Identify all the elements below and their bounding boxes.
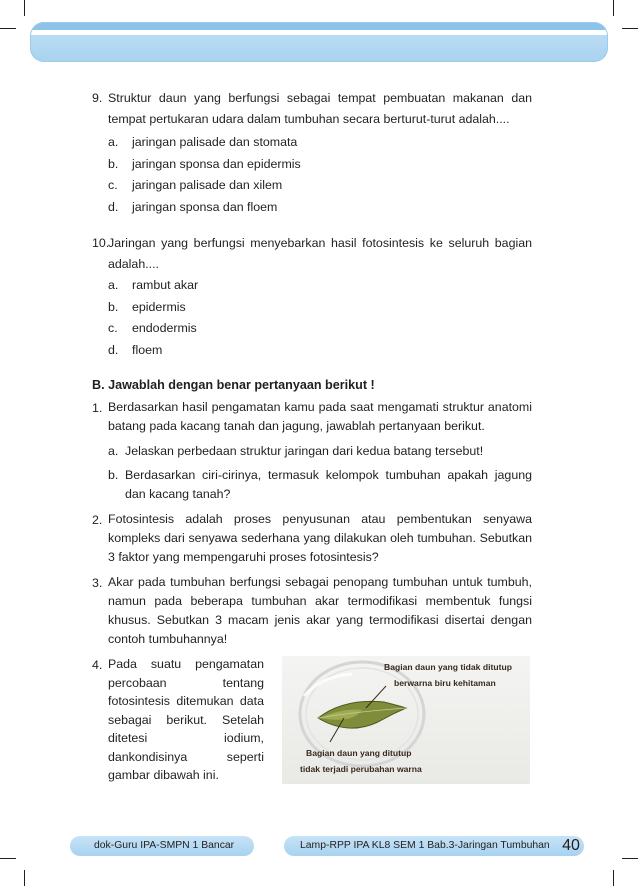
crop-mark (0, 28, 16, 29)
crop-mark (24, 870, 25, 886)
option-letter: d. (108, 199, 119, 214)
question-number: 2. (92, 513, 103, 527)
option-a (108, 132, 532, 154)
question-text: Pada suatu pengamatan percobaan tentang fotosintesis ditemukan data sebagai berikut. Setelah ditetesi iodium, dankondisinya seperti gambar dibawah ini. (108, 657, 264, 782)
crop-mark (24, 0, 25, 16)
question-text: Fotosintesis adalah proses penyusunan atau pembentukan senyawa kompleks dari senyawa sederhana yang dilakukan oleh tumbuhan. Sebutkan 3 faktor yang mempengaruhi proses fotosintesis? (108, 512, 532, 564)
leaf-experiment-image (282, 656, 530, 784)
sub-question-a (108, 442, 532, 461)
option-text: jaringan palisade dan xilem (132, 178, 283, 193)
question-text: Berdasarkan hasil pengamatan kamu pada saat mengamati struktur anatomi batang pada kacang tanah dan jagung, jawablah pertanyaan berikut. (108, 400, 532, 433)
essay-question-4 (92, 655, 264, 785)
figure-label-bottom-1: Bagian daun yang ditutup (306, 748, 412, 758)
figure-label-bottom-2: tidak terjadi perubahan warna (300, 764, 422, 774)
sub-question-letter: b. (108, 468, 119, 482)
crop-mark (0, 858, 16, 859)
question-10-options (108, 275, 532, 361)
page-number: 40 (562, 837, 580, 854)
figure-label-top-1: Bagian daun yang tidak ditutup (384, 662, 512, 672)
option-text: epidermis (132, 299, 186, 314)
option-letter: a. (108, 135, 119, 150)
option-text: rambut akar (132, 278, 199, 293)
header-band (30, 22, 608, 62)
question-text: Struktur daun yang berfungsi sebagai tempat pembuatan makanan dan tempat pertukaran udara dalam tumbuhan secara berturut-turut adalah.... (108, 91, 532, 126)
footer-right: Lamp-RPP IPA KL8 SEM 1 Bab.3-Jaringan Tumbuhan (284, 836, 584, 856)
crop-mark (622, 858, 638, 859)
question-number: 1. (92, 401, 103, 415)
option-b (108, 297, 532, 319)
question-number: 4. (92, 658, 103, 672)
question-9 (92, 88, 532, 130)
crop-mark (613, 0, 614, 16)
footer-left: dok-Guru IPA-SMPN 1 Bancar (70, 836, 254, 856)
question-10 (92, 233, 532, 275)
option-text: jaringan palisade dan stomata (132, 135, 298, 150)
option-text: jaringan sponsa dan epidermis (132, 156, 301, 171)
option-letter: c. (108, 321, 118, 336)
option-text: endodermis (132, 321, 197, 336)
question-number: 9. (92, 91, 103, 105)
option-letter: b. (108, 299, 119, 314)
question-number: 10. (92, 236, 110, 250)
essay-question-1 (92, 398, 532, 436)
sub-question-letter: a. (108, 444, 119, 458)
option-letter: d. (108, 342, 119, 357)
option-c (108, 175, 532, 197)
question-9-options (108, 132, 532, 218)
sub-question-b (108, 466, 532, 504)
sub-question-text: Berdasarkan ciri-cirinya, termasuk kelompok tumbuhan apakah jagung dan kacang tanah? (125, 468, 532, 501)
option-c (108, 318, 532, 340)
crop-mark (622, 28, 638, 29)
question-text: Akar pada tumbuhan berfungsi sebagai penopang tumbuhan untuk tumbuh, namun pada beberapa tumbuhan akar termodifikasi membentuk fungsi khusus. Sebutkan 3 macam jenis akar yang termodifikasi disertai dengan contoh tumbuhannya! (108, 575, 532, 646)
option-b (108, 154, 532, 176)
essay-question-3 (92, 573, 532, 649)
option-a (108, 275, 532, 297)
question-number: 3. (92, 576, 103, 590)
option-d (108, 197, 532, 219)
sub-question-text: Jelaskan perbedaan struktur jaringan dari kedua batang tersebut! (125, 444, 484, 458)
figure-label-top-2: berwarna biru kehitaman (394, 678, 496, 688)
essay-question-2 (92, 510, 532, 567)
option-letter: c. (108, 178, 118, 193)
option-text: jaringan sponsa dan floem (132, 199, 278, 214)
option-text: floem (132, 342, 163, 357)
section-title: B. Jawablah dengan benar pertanyaan berikut ! (92, 378, 375, 392)
option-letter: b. (108, 156, 119, 171)
question-text: Jaringan yang berfungsi menyebarkan hasil fotosintesis ke seluruh bagian adalah.... (108, 236, 532, 271)
option-d (108, 340, 532, 362)
crop-mark (613, 870, 614, 886)
option-letter: a. (108, 278, 119, 293)
